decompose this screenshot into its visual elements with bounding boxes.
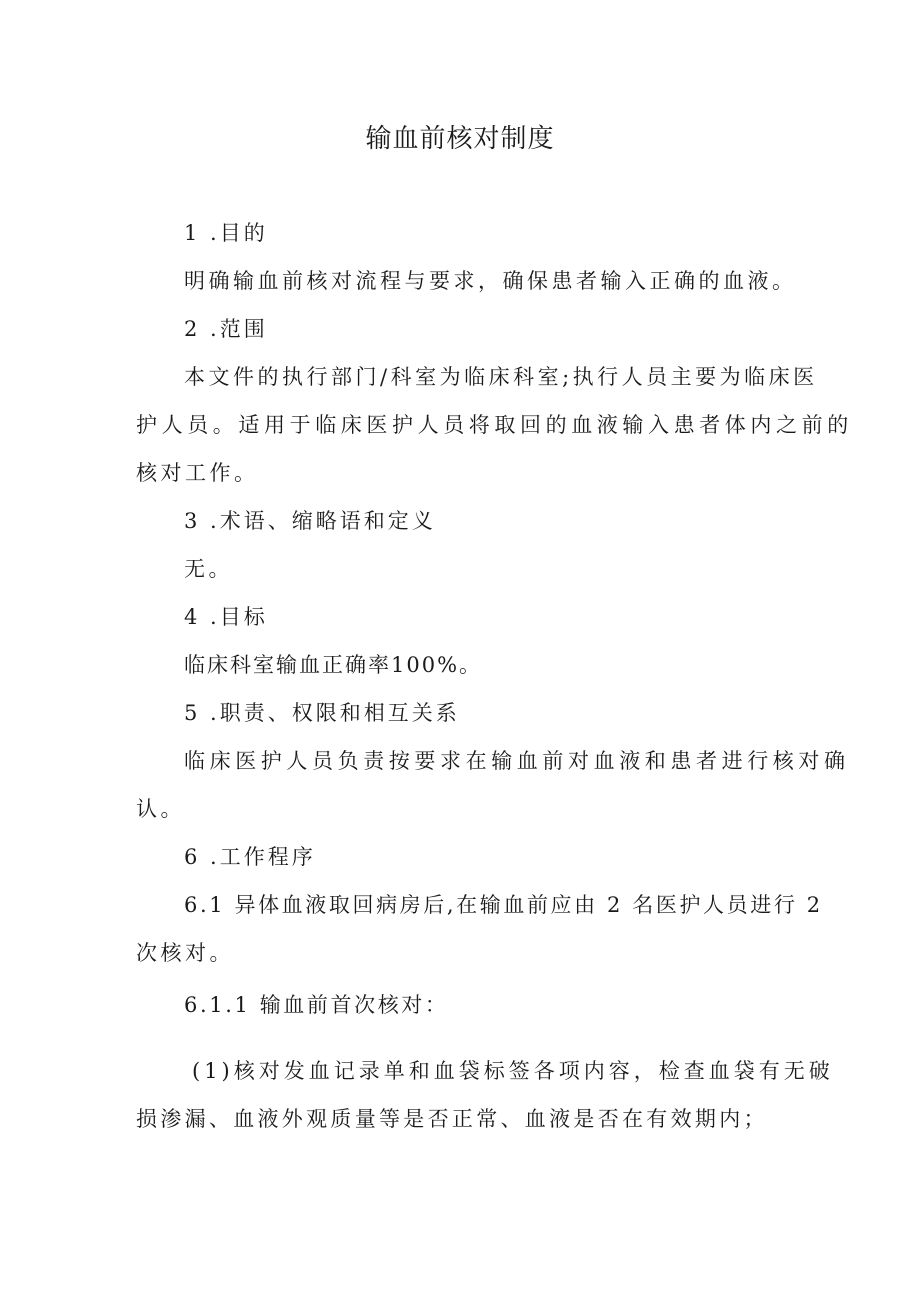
section-6-heading: 6 .工作程序 (184, 845, 316, 869)
section-6-1-1: 6.1.1 输血前首次核对： (184, 993, 449, 1017)
section-3-body: 无。 (184, 557, 233, 581)
section-5-body-line-2: 认。 (136, 797, 185, 821)
section-6-1-line-2: 次核对。 (136, 941, 234, 965)
document-title: 输血前核对制度 (365, 124, 555, 154)
section-4-heading: 4 .目标 (184, 605, 268, 629)
section-1-heading: 1 .目的 (184, 221, 268, 245)
section-2-body-line-3: 核对工作。 (136, 461, 259, 485)
item-1-line-2: 损渗漏、血液外观质量等是否正常、血液是否在有效期内； (136, 1107, 768, 1131)
section-4-body: 临床科室输血正确率100%。 (184, 653, 483, 677)
section-6-1-line-1: 6.1 异体血液取回病房后,在输血前应由 2 名医护人员进行 2 (184, 893, 823, 917)
section-3-heading: 3 .术语、缩略语和定义 (184, 509, 436, 533)
section-5-heading: 5 .职责、权限和相互关系 (184, 701, 460, 725)
section-2-heading: 2 .范围 (184, 317, 268, 341)
item-1-line-1: (1)核对发血记录单和血袋标签各项内容，检查血袋有无破 (192, 1059, 834, 1083)
section-2-body-line-1: 本文件的执行部门/科室为临床科室;执行人员主要为临床医 (184, 365, 818, 389)
section-2-body-line-2: 护人员。适用于临床医护人员将取回的血液输入患者体内之前的 (136, 413, 853, 437)
section-1-body: 明确输血前核对流程与要求，确保患者输入正确的血液。 (184, 269, 797, 293)
section-5-body-line-1: 临床医护人员负责按要求在输血前对血液和患者进行核对确 (184, 749, 850, 773)
